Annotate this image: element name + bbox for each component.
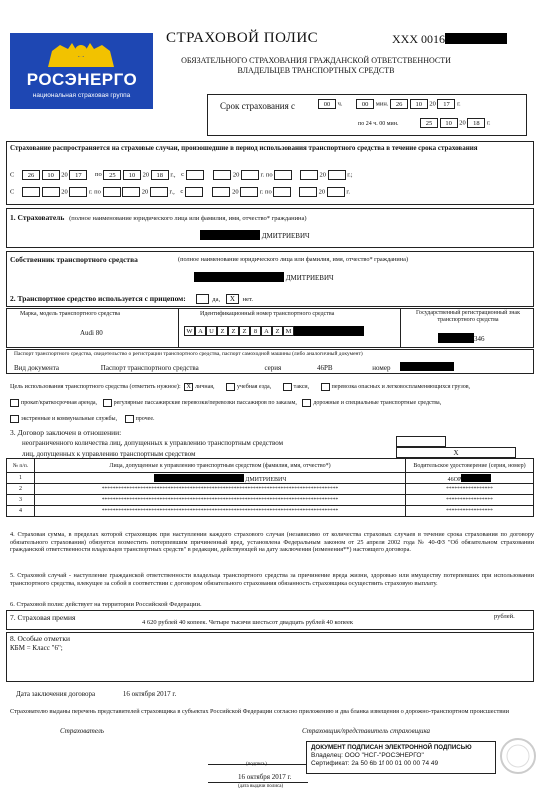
clause-4: 4. Страховая сумма, в пределах которой страховщик при наступлении каждого страхового случая (независимо от количества страховых случаев в течение срока страхования по договору обязательного страхования) обязуется возместить потерпевшим причиненный вред, установлена Федеральным законом от 25 апреля 2002 года № 40-ФЗ "Об обязательном страховании гражданской ответственности владельцев транспортных средств" в редакции, действующей на дату заключения (изменения**) настоящего договора. bbox=[10, 531, 534, 554]
footer-info: Страхователю выданы перечень представителей страховщика в субъектах Российской Федерации согласно приложению и два бланка извещения о дорожно-транспортном происшествии bbox=[10, 708, 509, 715]
purpose-checkbox[interactable] bbox=[321, 383, 330, 391]
usage-period-heading: Страхование распространяется на страховые случаи, произошедшие в период использования транспортного средства в течение срока страхования bbox=[10, 144, 478, 152]
hour-cell: 00 bbox=[318, 99, 336, 109]
trailer-row: 2. Транспортное средство используется с прицепом: да, X нет. bbox=[10, 294, 253, 304]
vin-label: Идентификационный номер транспортного средства bbox=[200, 311, 335, 317]
notes-box bbox=[6, 632, 534, 682]
redacted-block bbox=[200, 230, 260, 240]
clause-6: 6. Страховой полис действует на территории Российской Федерации. bbox=[10, 601, 202, 608]
owner-label: Собственник транспортного средства bbox=[10, 255, 138, 264]
contract-unlimited: неограниченного количества лиц, допущенных к управлению транспортным средством bbox=[22, 439, 283, 447]
purpose-checkbox[interactable] bbox=[10, 399, 19, 407]
agent-signature-caption: Страховщик/представитель страховщика bbox=[302, 727, 431, 735]
term-to-label: по 24 ч. 00 мин. bbox=[358, 121, 399, 127]
premium-unit: рублей. bbox=[494, 613, 515, 620]
drivers-table bbox=[6, 458, 534, 517]
reg-plate-label: Государственный регистрационный знак транспортного средства bbox=[415, 310, 521, 324]
trailer-no-checkbox[interactable]: X bbox=[226, 294, 239, 304]
contract-label: 3. Договор заключен в отношении: bbox=[10, 428, 122, 437]
redacted-block bbox=[445, 33, 507, 44]
redacted-block bbox=[294, 326, 364, 336]
electronic-signature-stamp bbox=[306, 741, 496, 774]
seal-icon bbox=[498, 736, 538, 776]
month-cell: 10 bbox=[410, 99, 428, 109]
table-row: 2 ************************************************************************************** ***************** bbox=[7, 484, 534, 495]
purpose-checkbox[interactable] bbox=[226, 383, 235, 391]
lions-emblem-icon bbox=[38, 39, 124, 69]
term-label: Срок страхования с bbox=[220, 101, 295, 111]
contract-unlimited-checkbox[interactable] bbox=[396, 436, 446, 447]
minute-cell: 00 bbox=[356, 99, 374, 109]
purpose-checkbox[interactable] bbox=[283, 383, 292, 391]
premium-value: 4 620 рублей 40 копеек. Четыре тысячи шестьсот двадцать рублей 40 копеек bbox=[142, 619, 354, 626]
policy-series bbox=[392, 32, 507, 47]
table-row: 1 ДМИТРИЕВИЧ 46ОР bbox=[7, 473, 534, 484]
insurer-signature-caption: Страхователь bbox=[60, 727, 104, 735]
redacted-block bbox=[400, 362, 454, 371]
purpose-checkbox[interactable] bbox=[125, 415, 134, 423]
policy-title: СТРАХОВОЙ ПОЛИС bbox=[166, 30, 319, 46]
company-logo bbox=[10, 33, 153, 109]
contract-listed-checkbox[interactable]: X bbox=[396, 447, 516, 458]
owner-name: ДМИТРИЕВИЧ bbox=[194, 272, 334, 282]
purpose-checkbox[interactable] bbox=[10, 415, 19, 423]
term-to-row: 25 10 20 18 г. bbox=[420, 118, 491, 128]
insurer-name: ДМИТРИЕВИЧ bbox=[200, 230, 310, 240]
signature-caption: (подпись) bbox=[246, 762, 267, 767]
term-from-row: 00 ч. 00 мин. 26 10 20 17 г. bbox=[318, 99, 461, 109]
day-cell: 26 bbox=[390, 99, 408, 109]
esig-line-3: Сертификат: 2a 50 6b 1f 00 01 00 00 74 49 bbox=[311, 760, 439, 767]
table-row: 3 ************************************************************************************** ***************** bbox=[7, 495, 534, 506]
year-cell: 17 bbox=[437, 99, 455, 109]
owner-hint: (полное наименование юридического лица или фамилия, имя, отчество* гражданина) bbox=[178, 256, 409, 263]
col-num: № п/п. bbox=[7, 459, 35, 473]
vehicle-make: Audi 80 bbox=[80, 329, 103, 337]
purpose-checkbox[interactable] bbox=[103, 399, 112, 407]
contract-listed: лиц, допущенных к управлению транспортным средством bbox=[22, 450, 196, 458]
policy-subtitle-1: ОБЯЗАТЕЛЬНОГО СТРАХОВАНИЯ ГРАЖДАНСКОЙ ОТВЕТСТВЕННОСТИ bbox=[181, 56, 451, 65]
purpose-checkbox[interactable]: X bbox=[184, 383, 193, 391]
premium-label: 7. Страховая премия bbox=[10, 613, 76, 622]
usage-period-row-2: С 20 г. по 20 г., с 20 г. по 20 г. bbox=[10, 188, 350, 196]
logo-brand: РОСЭНЕРГО bbox=[26, 70, 138, 89]
purpose-checkbox[interactable] bbox=[302, 399, 311, 407]
redacted-block bbox=[154, 474, 244, 482]
usage-period-row-1: С 26 10 20 17 по 25 10 20 18 г., с 20 г. по 20 г.; bbox=[10, 171, 353, 179]
purpose-block: Цель использования транспортного средства (отметить нужное): X личная, учебная езда, такси, перевозка опасных и легковоспламеняющихся грузов, прокат/краткосрочная аренда, регулярные пассажирские перевозки/перевозки пассажиров по заказам, дорожные и специальные транспортные средства, экстренные и коммунальные службы, прочее. bbox=[10, 383, 471, 422]
issue-date-line bbox=[208, 782, 308, 783]
issue-date: 16 октября 2017 г. bbox=[238, 773, 292, 781]
clause-5: 5. Страховой случай - наступление гражданской ответственности владельца транспортного средства за причинение вреда жизни, здоровью или имуществу потерпевших при использовании транспортного средства, влекущее за собой в соответствии с договором обязательного страхования обязанность страховщика осуществить страховую выплату. bbox=[10, 572, 534, 587]
vehicle-make-label: Марка, модель транспортного средства bbox=[20, 311, 121, 317]
col-license: Водительское удостоверение (серия, номер) bbox=[406, 459, 534, 473]
redacted-block bbox=[194, 272, 284, 282]
vin-cells: W A U Z Z Z 8 A Z M bbox=[184, 326, 364, 336]
esig-line-2: Владелец: ООО "НСГ-"РОСЭНЕРГО" bbox=[311, 752, 424, 759]
table-row: 4 ************************************************************************************** ***************** bbox=[7, 506, 534, 517]
insurer-row: 1. Страхователь (полное наименование юридического лица или фамилия, имя, отчество* гражданина) bbox=[10, 213, 307, 222]
logo-subtitle: национальная страховая группа bbox=[32, 92, 131, 99]
trailer-yes-checkbox[interactable] bbox=[196, 294, 209, 304]
notes-label: 8. Особые отметки bbox=[10, 634, 70, 643]
redacted-block bbox=[461, 474, 491, 482]
notes-text: КБМ = Класс "6"; bbox=[10, 644, 63, 652]
series-number: ХХХ 0016 bbox=[392, 32, 445, 46]
contract-date-row: Дата заключения договора 16 октября 2017 г. bbox=[16, 690, 177, 698]
passport-hint: Паспорт транспортного средства, свидетельство о регистрации транспортного средства, паспорт самоходной машины (либо аналогичный документ) bbox=[14, 351, 363, 357]
esig-line-1: ДОКУМЕНТ ПОДПИСАН ЭЛЕКТРОННОЙ ПОДПИСЬЮ bbox=[311, 744, 472, 751]
issue-date-caption: (дата выдачи полиса) bbox=[238, 784, 284, 789]
policy-subtitle-2: ВЛАДЕЛЬЦЕВ ТРАНСПОРТНЫХ СРЕДСТВ bbox=[237, 66, 395, 75]
vehicle-doc-row: Вид документа Паспорт транспортного средства серия 46PB номер bbox=[14, 362, 454, 372]
col-persons: Лица, допущенные к управлению транспортным средством (фамилия, имя, отчество*) bbox=[35, 459, 406, 473]
reg-plate: 346 bbox=[438, 333, 485, 343]
redacted-block bbox=[438, 333, 474, 343]
